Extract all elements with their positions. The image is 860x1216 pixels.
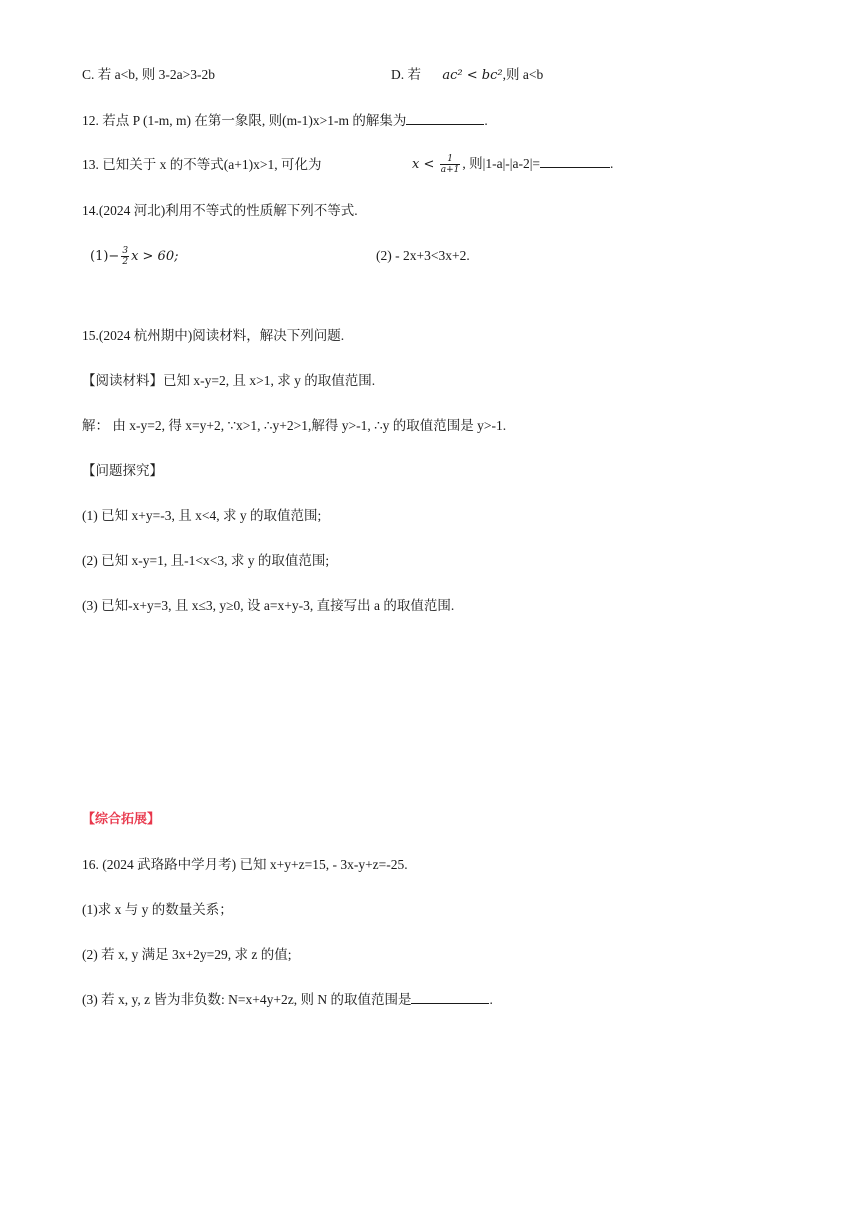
- minus-sign: −: [108, 249, 120, 264]
- option-c: C. 若 a<b, 则 3-2a>3-2b: [82, 67, 215, 82]
- fraction-denominator: a+1: [440, 165, 460, 176]
- fraction: [440, 154, 461, 175]
- fraction: [121, 246, 129, 267]
- question-13-text: 13. 已知关于 x 的不等式(a+1)x>1, 可化为: [82, 157, 322, 172]
- question-12: [82, 112, 488, 130]
- answer-blank[interactable]: [406, 112, 484, 125]
- option-d-suffix: ,则 a<b: [502, 67, 544, 82]
- question-13-suffix: , 则|1-a|-|a-2|=: [462, 156, 541, 171]
- option-d: [391, 66, 543, 85]
- question-12-text: 12. 若点 P (1-m, m) 在第一象限, 则(m-1)x>1-m 的解集为: [82, 113, 407, 128]
- question-15-title: 15.(2024 杭州期中)阅读材料，解决下列问题.: [82, 328, 345, 343]
- question-15-part3: (3) 已知-x+y=3, 且 x≤3, y≥0, 设 a=x+y-3, 直接写出 a 的取值范围.: [82, 598, 455, 613]
- question-16-part3: [82, 991, 493, 1009]
- question-12-end: .: [484, 113, 488, 128]
- option-d-math: ac² < bc²: [442, 68, 503, 83]
- question-16-end: .: [489, 992, 493, 1007]
- option-d-prefix: D. 若: [391, 67, 421, 82]
- question-15-part2: (2) 已知 x-y=1, 且-1<x<3, 求 y 的取值范围;: [82, 553, 330, 568]
- fraction-denominator: 2: [122, 257, 129, 268]
- section-heading: 【综合拓展】: [82, 812, 161, 827]
- fraction-numerator: 1: [440, 154, 461, 165]
- question-14-part2: (2) - 2x+3<3x+2.: [376, 248, 470, 263]
- inequality-rest: x > 60;: [131, 249, 179, 264]
- answer-blank[interactable]: [540, 155, 610, 168]
- solution: 解： 由 x-y=2, 得 x=y+2, ∵x>1, ∴y+2>1,解得 y>-1, ∴y 的取值范围是 y>-1.: [82, 418, 507, 433]
- math-x-less: x <: [412, 157, 435, 172]
- question-14-title: 14.(2024 河北)利用不等式的性质解下列不等式.: [82, 203, 358, 218]
- question-13-math: [412, 150, 613, 179]
- question-13: [82, 156, 321, 174]
- question-16-part1: (1)求 x 与 y 的数量关系；: [82, 902, 233, 917]
- question-15-part1: (1) 已知 x+y=-3, 且 x<4, 求 y 的取值范围;: [82, 508, 322, 523]
- question-16-part2: (2) 若 x, y 满足 3x+2y=29, 求 z 的值;: [82, 947, 292, 962]
- question-16-title: 16. (2024 武珞路中学月考) 已知 x+y+z=15, - 3x-y+z=-25.: [82, 857, 408, 872]
- question-16-part3-text: (3) 若 x, y, z 皆为非负数: N=x+4y+2z, 则 N 的取值范围是: [82, 992, 412, 1007]
- problem-explore-heading: 【问题探究】: [82, 463, 163, 478]
- question-14-part1: [90, 242, 178, 271]
- part-label: (1): [90, 249, 109, 264]
- reading-material: 【阅读材料】已知 x-y=2, 且 x>1, 求 y 的取值范围.: [82, 373, 376, 388]
- question-13-end: .: [610, 156, 614, 171]
- answer-blank[interactable]: [411, 991, 489, 1004]
- fraction-numerator: 3: [122, 246, 129, 257]
